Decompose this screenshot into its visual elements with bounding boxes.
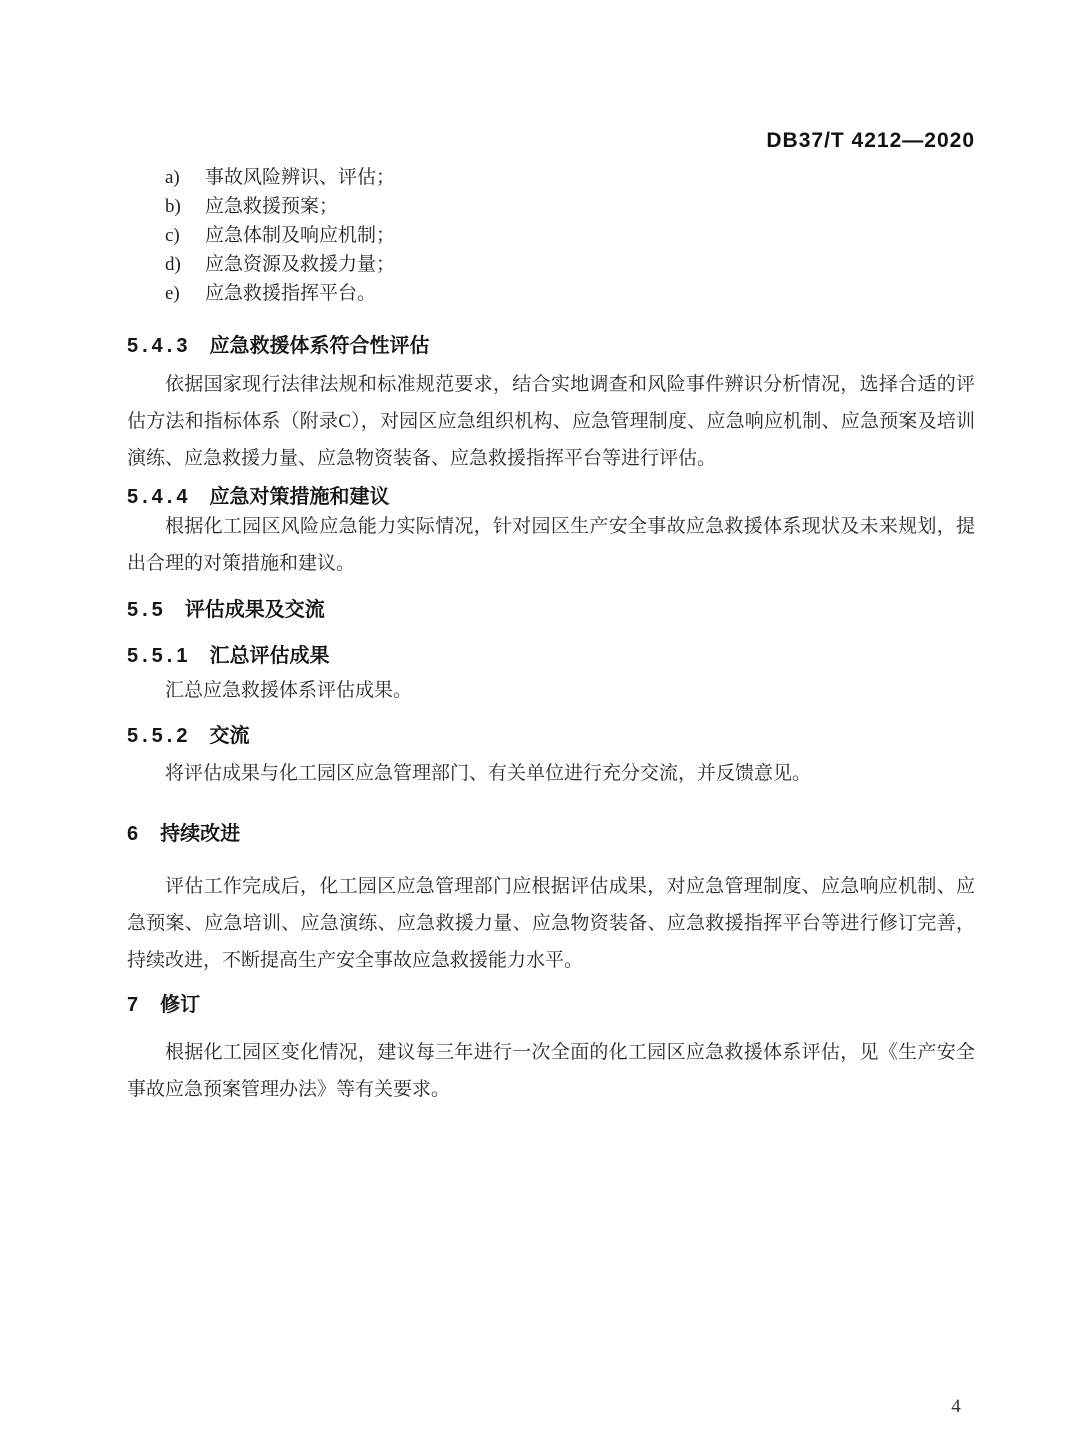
paragraph-5-5-2: 将评估成果与化工园区应急管理部门、有关单位进行充分交流，并反馈意见。 — [165, 763, 812, 784]
list-item-label: a) — [165, 167, 180, 188]
list-item-label: e) — [165, 283, 180, 304]
paragraph-5-5-1: 汇总应急救援体系评估成果。 — [165, 680, 413, 701]
section-title: 评估成果及交流 — [184, 599, 325, 621]
list-item-text: 应急救援预案； — [205, 196, 339, 217]
section-heading-7 — [127, 988, 975, 1017]
section-number: 5.4.3 — [127, 335, 192, 357]
section-number: 5.5.2 — [127, 725, 192, 747]
paragraph-5-4-3: 依据国家现行法律法规和标准规范要求，结合实地调查和风险事件辨识分析情况，选择合适的评估方法和指标体系（附录C），对园区应急组织机构、应急管理制度、应急响应机制、应急预案及培训演练、应急救援力量、应急物资装备、应急救援指挥平台等进行评估。 — [127, 374, 975, 469]
doc-code: DB37/T 4212—2020 — [766, 129, 975, 152]
section-heading-5-4-4 — [127, 480, 975, 509]
section-title: 修订 — [160, 994, 201, 1016]
section-heading-5-5-1 — [127, 639, 975, 668]
list-item — [165, 250, 975, 279]
section-heading-5-5 — [127, 593, 975, 622]
list-item — [165, 192, 975, 221]
list-item — [165, 163, 975, 192]
list-item-label: b) — [165, 196, 181, 217]
section-title: 应急救援体系符合性评估 — [209, 335, 430, 357]
list-item-text: 应急救援指挥平台。 — [205, 283, 377, 304]
section-heading-5-4-3 — [127, 329, 975, 358]
section-heading-6 — [127, 817, 975, 846]
section-number: 6 — [127, 823, 143, 845]
list-item-label: d) — [165, 254, 181, 275]
lettered-list — [127, 163, 975, 308]
section-number: 5.5 — [127, 599, 167, 621]
paragraph-7: 根据化工园区变化情况，建议每三年进行一次全面的化工园区应急救援体系评估，见《生产安全事故应急预案管理办法》等有关要求。 — [127, 1042, 975, 1100]
section-title: 持续改进 — [160, 823, 241, 845]
section-title: 汇总评估成果 — [209, 645, 330, 667]
paragraph-5-4-4: 根据化工园区风险应急能力实际情况，针对园区生产安全事故应急救援体系现状及未来规划，提出合理的对策措施和建议。 — [127, 516, 975, 574]
list-item-label: c) — [165, 225, 180, 246]
paragraph-6: 评估工作完成后，化工园区应急管理部门应根据评估成果，对应急管理制度、应急响应机制、应急预案、应急培训、应急演练、应急救援力量、应急物资装备、应急救援指挥平台等进行修订完善，持续改进，不断提高生产安全事故应急救援能力水平。 — [127, 876, 975, 971]
list-item — [165, 279, 975, 308]
document-header — [127, 129, 975, 153]
page-number: 4 — [951, 1396, 961, 1417]
list-item — [165, 221, 975, 250]
section-title: 交流 — [209, 725, 250, 747]
list-item-text: 应急体制及响应机制； — [205, 225, 396, 246]
list-item-text: 事故风险辨识、评估； — [205, 167, 396, 188]
section-heading-5-5-2 — [127, 719, 975, 748]
section-number: 7 — [127, 994, 143, 1016]
section-number: 5.4.4 — [127, 486, 192, 508]
section-title: 应急对策措施和建议 — [209, 486, 390, 508]
list-item-text: 应急资源及救援力量； — [205, 254, 396, 275]
section-number: 5.5.1 — [127, 645, 192, 667]
